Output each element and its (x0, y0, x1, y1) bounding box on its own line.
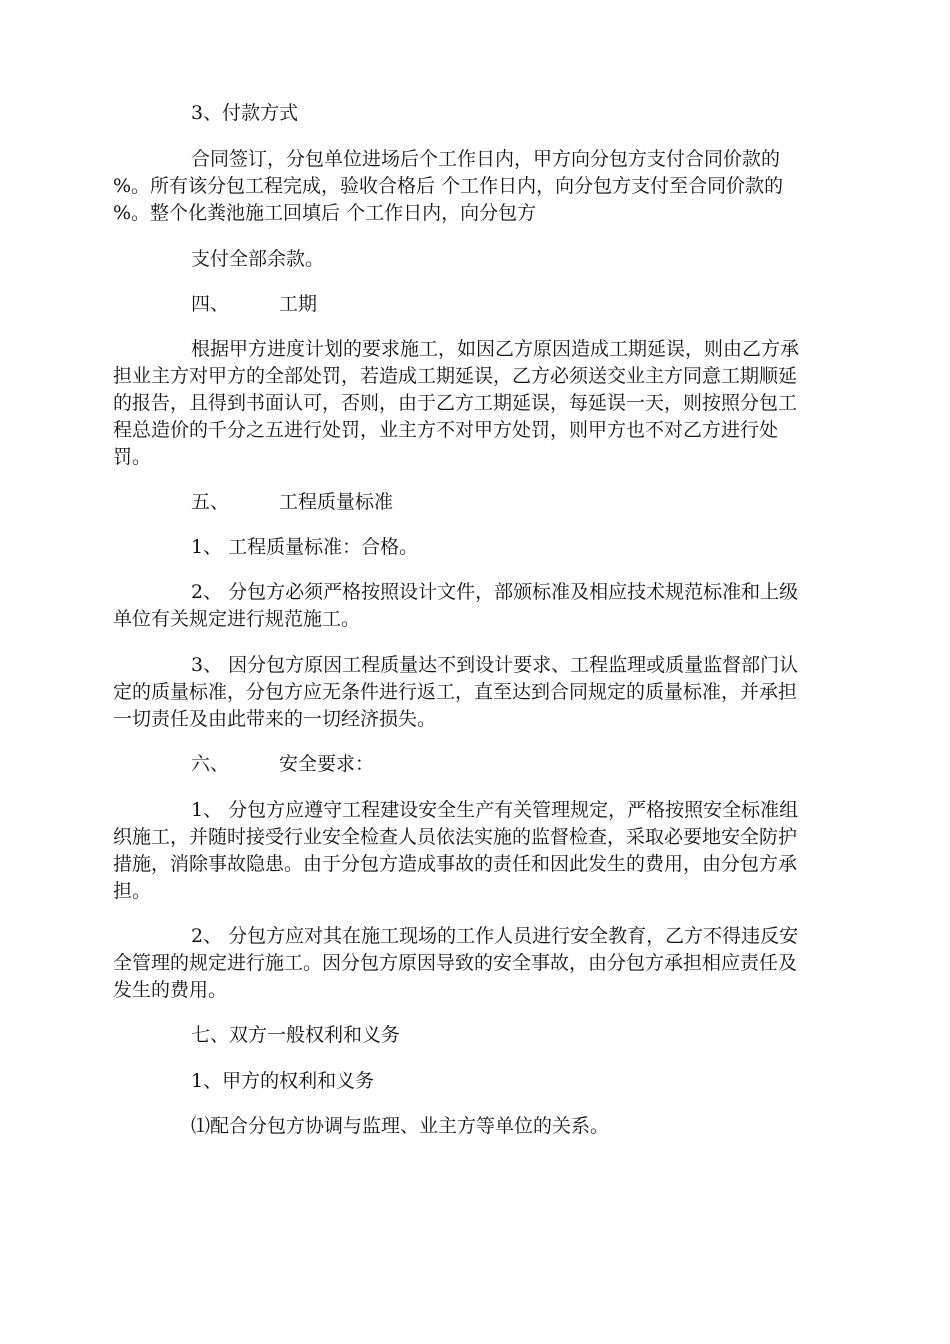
payment-paragraph-line-2: %。所有该分包工程完成，验收合格后 个工作日内，向分包方支付至合同价款的 (113, 175, 784, 197)
section-six-title: 安全要求： (279, 753, 375, 775)
party-a-rights-heading: 1、甲方的权利和义务 (191, 1070, 375, 1092)
payment-paragraph-line-1: 合同签订，分包单位进场后个工作日内，甲方向分包方支付合同价款的 (191, 148, 781, 170)
quality-item-3-line-2: 定的质量标准，分包方应无条件进行返工，直至达到合同规定的质量标准，并承担 (113, 681, 798, 703)
payment-balance-line: 支付全部余款。 (191, 248, 325, 270)
schedule-paragraph-line-3: 的报告，且得到书面认可，否则，由于乙方工期延误，每延误一天，则按照分包工 (113, 392, 798, 414)
schedule-paragraph-line-2: 担业主方对甲方的全部处罚，若造成工期延误，乙方必须送交业主方同意工期顺延 (113, 365, 798, 387)
section-six-number: 六、 (191, 753, 230, 775)
quality-item-1: 1、 工程质量标准：合格。 (191, 536, 419, 558)
safety-item-2-line-2: 全管理的规定进行施工。因分包方原因导致的安全事故，由分包方承担相应责任及 (113, 952, 798, 974)
safety-item-1-line-3: 措施，消除事故隐患。由于分包方造成事故的责任和因此发生的费用，由分包方承 (113, 853, 798, 875)
schedule-paragraph-line-1: 根据甲方进度计划的要求施工，如因乙方原因造成工期延误，则由乙方承 (191, 338, 800, 360)
safety-item-1-line-1: 1、 分包方应遵守工程建设安全生产有关管理规定，严格按照安全标准组 (191, 799, 799, 821)
section-five-heading (191, 488, 393, 516)
schedule-paragraph-line-4: 程总造价的千分之五进行处罚，业主方不对甲方处罚，则甲方也不对乙方进行处 (113, 419, 779, 441)
payment-method-heading: 3、付款方式 (191, 102, 299, 124)
payment-paragraph-line-3: %。整个化粪池施工回填后 个工作日内，向分包方 (113, 202, 537, 224)
section-four-number: 四、 (191, 293, 230, 315)
quality-item-2-line-2: 单位有关规定进行规范施工。 (113, 608, 361, 630)
quality-item-3-line-3: 一切责任及由此带来的一切经济损失。 (113, 708, 437, 730)
safety-item-2-line-3: 发生的费用。 (113, 979, 228, 1001)
section-seven-heading: 七、双方一般权利和义务 (191, 1024, 401, 1046)
quality-item-3-line-1: 3、 因分包方原因工程质量达不到设计要求、工程监理或质量监督部门认 (191, 654, 799, 676)
section-five-title: 工程质量标准 (279, 491, 394, 513)
safety-item-2-line-1: 2、 分包方应对其在施工现场的工作人员进行安全教育，乙方不得违反安 (191, 925, 799, 947)
schedule-paragraph-line-5: 罚。 (113, 446, 152, 468)
section-five-number: 五、 (191, 491, 230, 513)
safety-item-1-line-2: 织施工，并随时接受行业安全检查人员依法实施的监督检查，采取必要地安全防护 (113, 826, 798, 848)
section-four-title: 工期 (279, 293, 318, 315)
party-a-rights-item-1: ⑴配合分包方协调与监理、业主方等单位的关系。 (191, 1115, 610, 1137)
section-four-heading (191, 290, 317, 318)
safety-item-1-line-4: 担。 (113, 880, 152, 902)
section-six-heading (191, 750, 374, 778)
quality-item-2-line-1: 2、 分包方必须严格按照设计文件，部颁标准及相应技术规范标准和上级 (191, 581, 799, 603)
